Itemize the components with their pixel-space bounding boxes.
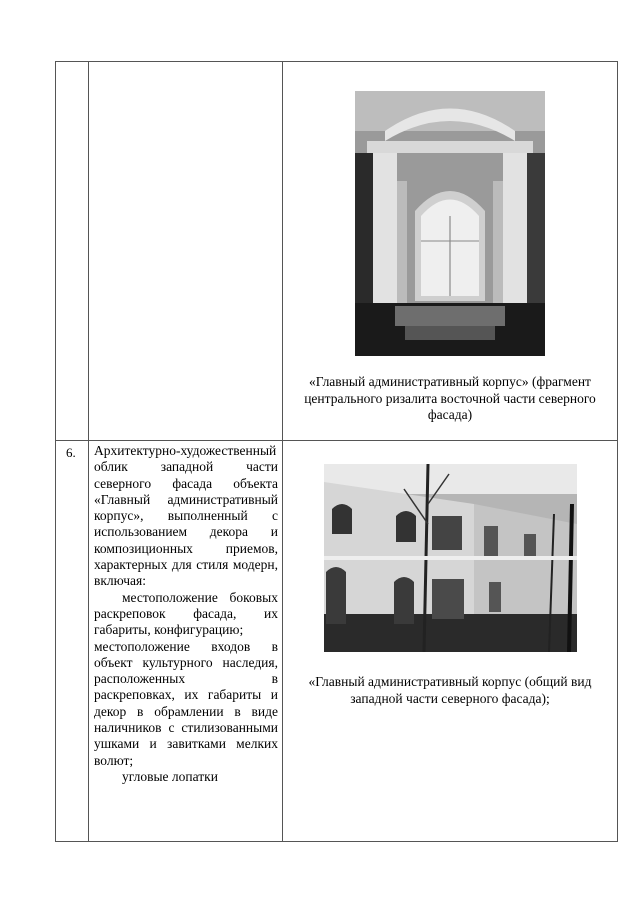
table-row — [56, 441, 618, 842]
table-row — [56, 62, 618, 441]
row-number: 6. — [66, 445, 76, 460]
monuments-table — [55, 61, 618, 842]
description-paragraph: местоположение входов в объект культурного наследия, расположенных в раскреповках, их габариты и декор в обрамлении в виде наличников с стилизованными ушками и завитками мелких волют; — [94, 638, 278, 768]
row-number-cell — [56, 441, 89, 842]
photo-caption: «Главный административный корпус» (фрагмент центрального ризалита восточной части северного фасада) — [304, 374, 596, 422]
facade-overview-photo — [324, 464, 577, 652]
photo-caption: «Главный административный корпус (общий вид западной части северного фасада); — [308, 674, 592, 706]
description-text — [89, 441, 282, 785]
description-paragraph: местоположение боковых раскреповок фасада, их габариты, конфигурацию; — [94, 589, 278, 638]
photo-cell — [283, 62, 618, 441]
description-text — [89, 62, 282, 64]
description-cell — [89, 62, 283, 441]
photo-cell — [283, 441, 618, 842]
row-number-cell — [56, 62, 89, 441]
description-paragraph: угловые лопатки — [122, 768, 218, 784]
row-number — [56, 62, 88, 66]
description-paragraph: Архитектурно-художественный облик западной части северного фасада объекта «Главный административный корпус», выполненный с использованием декора и композиционных приемов, характерных для стиля модерн, включая: — [94, 443, 278, 589]
description-cell — [89, 441, 283, 842]
facade-fragment-photo — [355, 91, 545, 356]
